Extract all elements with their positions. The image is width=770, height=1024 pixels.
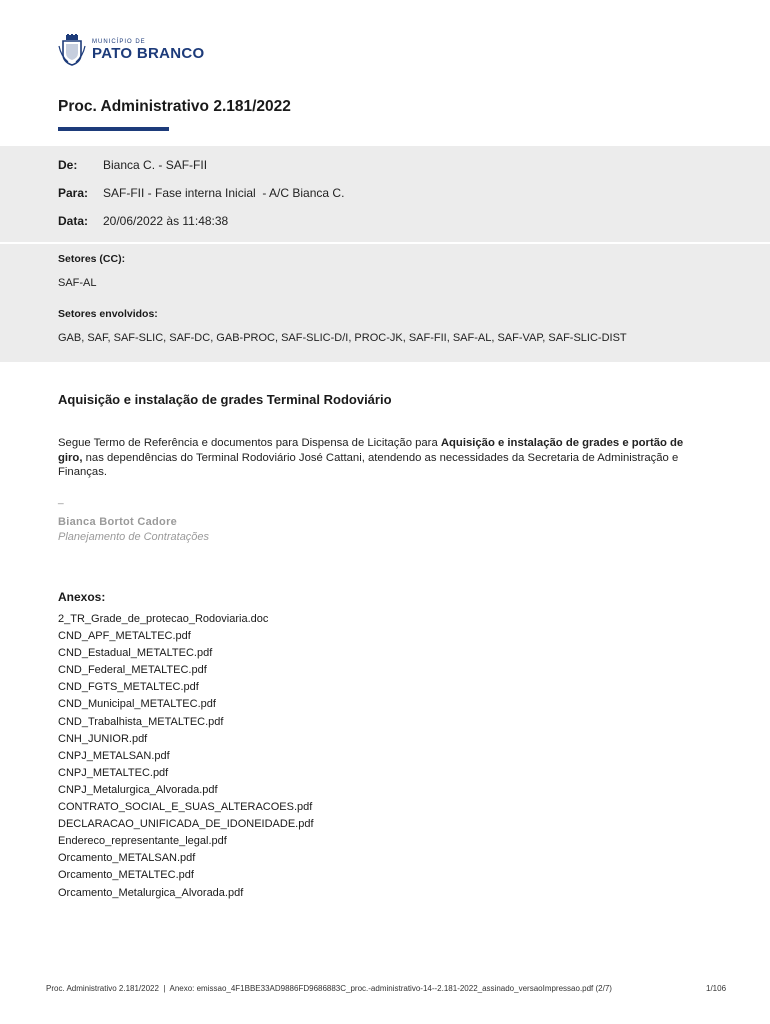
page-title: Proc. Administrativo 2.181/2022 xyxy=(58,98,291,115)
date-value: 20/06/2022 às 11:48:38 xyxy=(103,214,229,228)
logo-caption: MUNICÍPIO DE xyxy=(92,39,146,45)
attachment-item[interactable]: CND_Federal_METALTEC.pdf xyxy=(58,664,207,677)
attachment-item[interactable]: CND_FGTS_METALTEC.pdf xyxy=(58,681,199,694)
meta-date xyxy=(58,214,228,228)
body-text-part1: Segue Termo de Referência e documentos para Dispensa de Licitação para xyxy=(58,437,441,449)
date-label: Data: xyxy=(58,214,89,228)
attachment-item[interactable]: CNPJ_METALSAN.pdf xyxy=(58,749,170,762)
to-value: SAF-FII - Fase interna Inicial - A/C Bianca C. xyxy=(103,186,345,200)
signature-name: Bianca Bortot Cadore xyxy=(58,516,178,528)
attachment-item[interactable]: CNPJ_METALTEC.pdf xyxy=(58,766,169,779)
attachment-item[interactable]: CND_APF_METALTEC.pdf xyxy=(58,630,191,643)
sectors-cc-value: SAF-AL xyxy=(58,277,97,289)
sectors-panel xyxy=(0,244,770,362)
sectors-cc-label: Setores (CC): xyxy=(58,253,126,265)
attachment-item[interactable]: Orcamento_Metalurgica_Alvorada.pdf xyxy=(58,886,244,899)
logo-name: PATO BRANCO xyxy=(92,45,205,62)
from-value: Bianca C. - SAF-FII xyxy=(103,158,208,172)
meta-from xyxy=(58,158,207,172)
attachment-item[interactable]: CNPJ_Metalurgica_Alvorada.pdf xyxy=(58,783,218,796)
body-text-part2: nas dependências do Terminal Rodoviário José Cattani, atendendo as necessidades da Secretaria de Administração e Finanças. xyxy=(58,451,679,478)
meta-to xyxy=(58,186,344,200)
attachments-title: Anexos: xyxy=(58,590,106,604)
municipality-logo xyxy=(58,34,204,66)
attachment-item[interactable]: CND_Municipal_METALTEC.pdf xyxy=(58,698,216,711)
message-body xyxy=(58,436,710,480)
attachment-item[interactable]: CNH_JUNIOR.pdf xyxy=(58,732,148,745)
attachments-list xyxy=(58,611,314,902)
attachment-item[interactable]: Endereco_representante_legal.pdf xyxy=(58,835,227,848)
attachment-item[interactable]: 2_TR_Grade_de_protecao_Rodoviaria.doc xyxy=(58,613,269,625)
signature-separator: _ xyxy=(58,494,64,505)
municipal-crest-icon xyxy=(58,34,86,66)
attachment-item[interactable]: DECLARACAO_UNIFICADA_DE_IDONEIDADE.pdf xyxy=(58,818,314,831)
page-footer: Proc. Administrativo 2.181/2022 | Anexo: emissao_4F1BBE33AD9886FD9686883C_proc.-administrativo-14--2.181-2022_assinado_versaoImpressao.pdf (2/7) xyxy=(46,984,612,993)
page-number: 1/106 xyxy=(706,984,727,993)
sectors-involved-label: Setores envolvidos: xyxy=(58,308,158,320)
attachment-item[interactable]: CONTRATO_SOCIAL_E_SUAS_ALTERACOES.pdf xyxy=(58,801,313,814)
body-text-bold: Aquisição e instalação de grades e portão de giro, xyxy=(58,437,684,464)
subject-heading: Aquisição e instalação de grades Terminal Rodoviário xyxy=(58,392,392,407)
attachment-item[interactable]: CND_Trabalhista_METALTEC.pdf xyxy=(58,715,224,728)
to-label: Para: xyxy=(58,186,89,200)
sectors-involved-value: GAB, SAF, SAF-SLIC, SAF-DC, GAB-PROC, SAF-SLIC-D/I, PROC-JK, SAF-FII, SAF-AL, SAF-VAP, SAF-SLIC-DIST xyxy=(58,332,627,344)
title-underline xyxy=(58,127,169,131)
attachment-item[interactable]: Orcamento_METALTEC.pdf xyxy=(58,869,194,882)
signature-role: Planejamento de Contratações xyxy=(58,531,210,543)
attachment-item[interactable]: Orcamento_METALSAN.pdf xyxy=(58,852,196,865)
from-label: De: xyxy=(58,158,78,172)
attachment-item[interactable]: CND_Estadual_METALTEC.pdf xyxy=(58,647,213,660)
